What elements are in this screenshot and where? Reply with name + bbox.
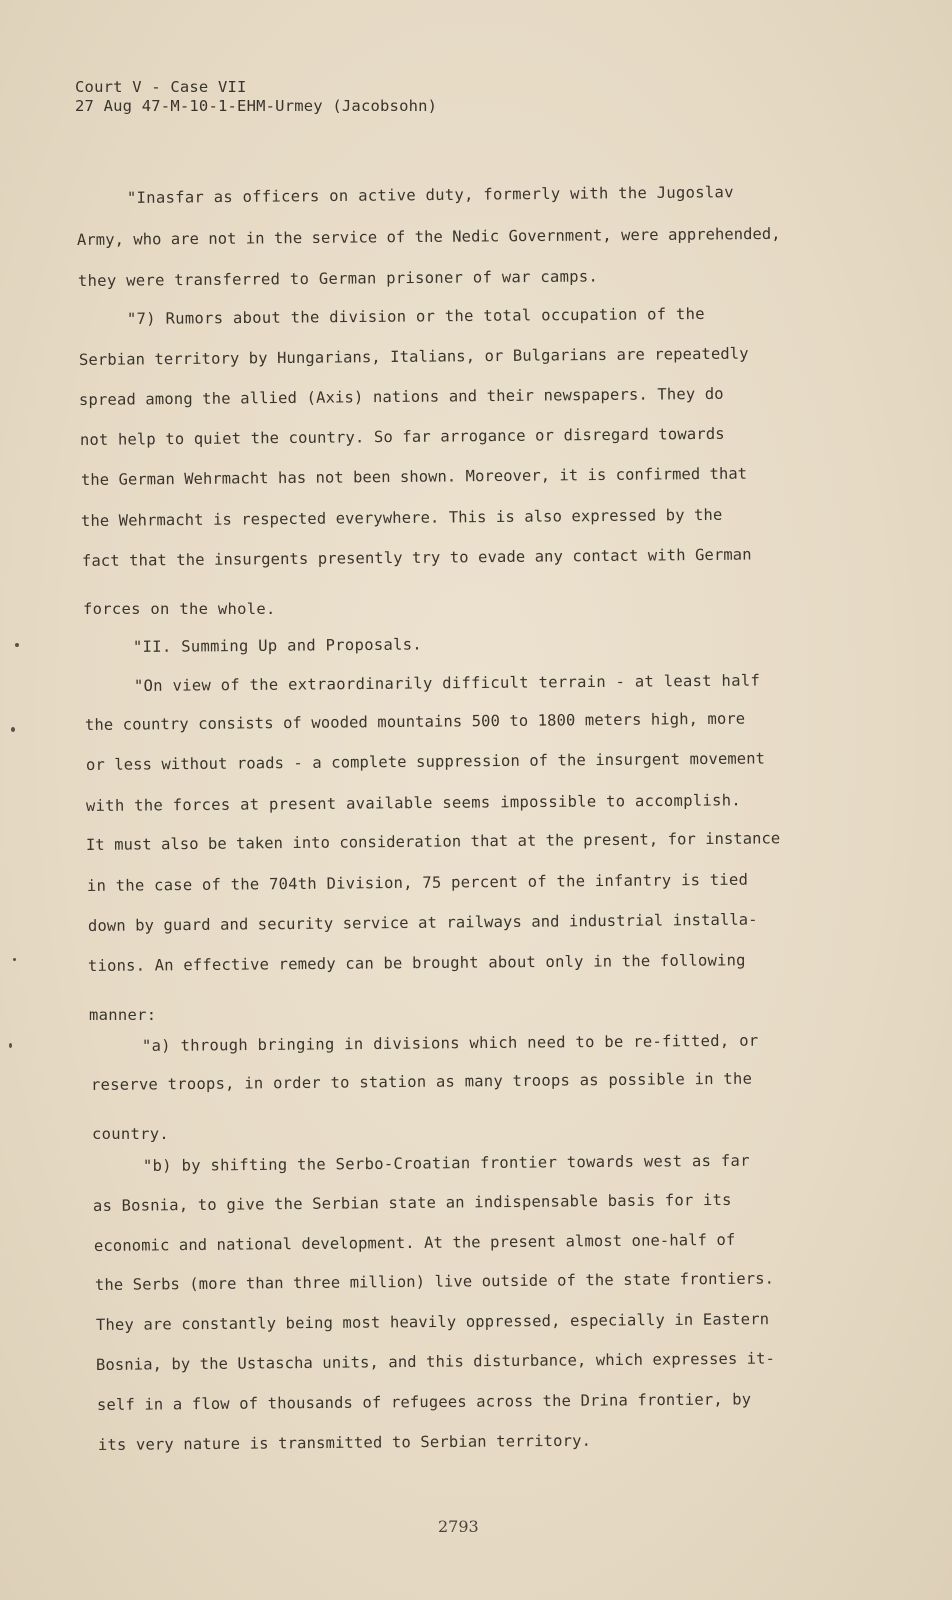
body-line: It must also be taken into consideration that at the present, for instance <box>85 829 781 854</box>
body-line: the German Wehrmacht has not been shown. Moreover, it is confirmed that <box>80 464 748 489</box>
body-line: they were transferred to German prisoner of war camps. <box>77 267 599 290</box>
document-header <box>75 78 437 116</box>
body-line: the Wehrmacht is respected everywhere. This is also expressed by the <box>80 505 723 530</box>
page-number: 2793 <box>438 1517 479 1536</box>
body-line: self in a flow of thousands of refugees across the Drina frontier, by <box>96 1390 752 1414</box>
margin-speck <box>13 958 16 961</box>
body-line: country. <box>92 1125 170 1143</box>
body-line: in the case of the 704th Division, 75 percent of the infantry is tied <box>86 870 749 895</box>
body-line: as Bosnia, to give the Serbian state an indispensable basis for its <box>92 1190 732 1215</box>
margin-speck <box>9 1043 12 1048</box>
body-line: not help to quiet the country. So far arrogance or disregard towards <box>79 424 725 449</box>
body-line: or less without roads - a complete suppression of the insurgent movement <box>85 749 766 774</box>
body-line: "a) through bringing in divisions which need to be re-fitted, or <box>141 1031 759 1055</box>
body-line: with the forces at present available seems impossible to accomplish. <box>85 791 742 815</box>
body-line: "On view of the extraordinarily difficult terrain - at least half <box>133 671 761 695</box>
body-line: down by guard and security service at railways and industrial installa- <box>87 910 758 935</box>
body-line: tions. An effective remedy can be brought about only in the following <box>87 951 746 975</box>
body-line: They are constantly being most heavily oppressed, especially in Eastern <box>95 1310 770 1334</box>
body-line: the country consists of wooded mountains 500 to 1800 meters high, more <box>84 709 746 734</box>
reference-line: 27 Aug 47-M-10-1-EHM-Urmey (Jacobsohn) <box>75 97 438 115</box>
margin-speck <box>11 727 15 732</box>
body-line: manner: <box>89 1006 157 1024</box>
body-line: forces on the whole. <box>83 600 276 618</box>
body-line: fact that the insurgents presently try to evade any contact with German <box>81 545 752 570</box>
body-line: Bosnia, by the Ustascha units, and this disturbance, which expresses it- <box>95 1349 776 1374</box>
body-line: economic and national development. At the present almost one-half of <box>93 1230 736 1255</box>
body-line: spread among the allied (Axis) nations and their newspapers. They do <box>78 384 724 409</box>
margin-speck <box>15 643 19 647</box>
body-line: reserve troops, in order to station as many troops as possible in the <box>90 1069 753 1094</box>
section-heading: "II. Summing Up and Proposals. <box>132 635 423 656</box>
body-line: Serbian territory by Hungarians, Italians, or Bulgarians are repeatedly <box>78 344 749 369</box>
body-line: "7) Rumors about the division or the total occupation of the <box>126 304 705 328</box>
body-line: Army, who are not in the service of the Nedic Government, were apprehended, <box>76 224 781 249</box>
body-line: the Serbs (more than three million) live outside of the state frontiers. <box>94 1269 775 1294</box>
body-line: its very nature is transmitted to Serbian territory. <box>97 1431 592 1454</box>
court-case-line: Court V - Case VII <box>75 78 247 96</box>
body-line: "Inasfar as officers on active duty, formerly with the Jugoslav <box>126 183 734 207</box>
body-line: "b) by shifting the Serbo-Croatian frontier towards west as far <box>142 1151 750 1175</box>
